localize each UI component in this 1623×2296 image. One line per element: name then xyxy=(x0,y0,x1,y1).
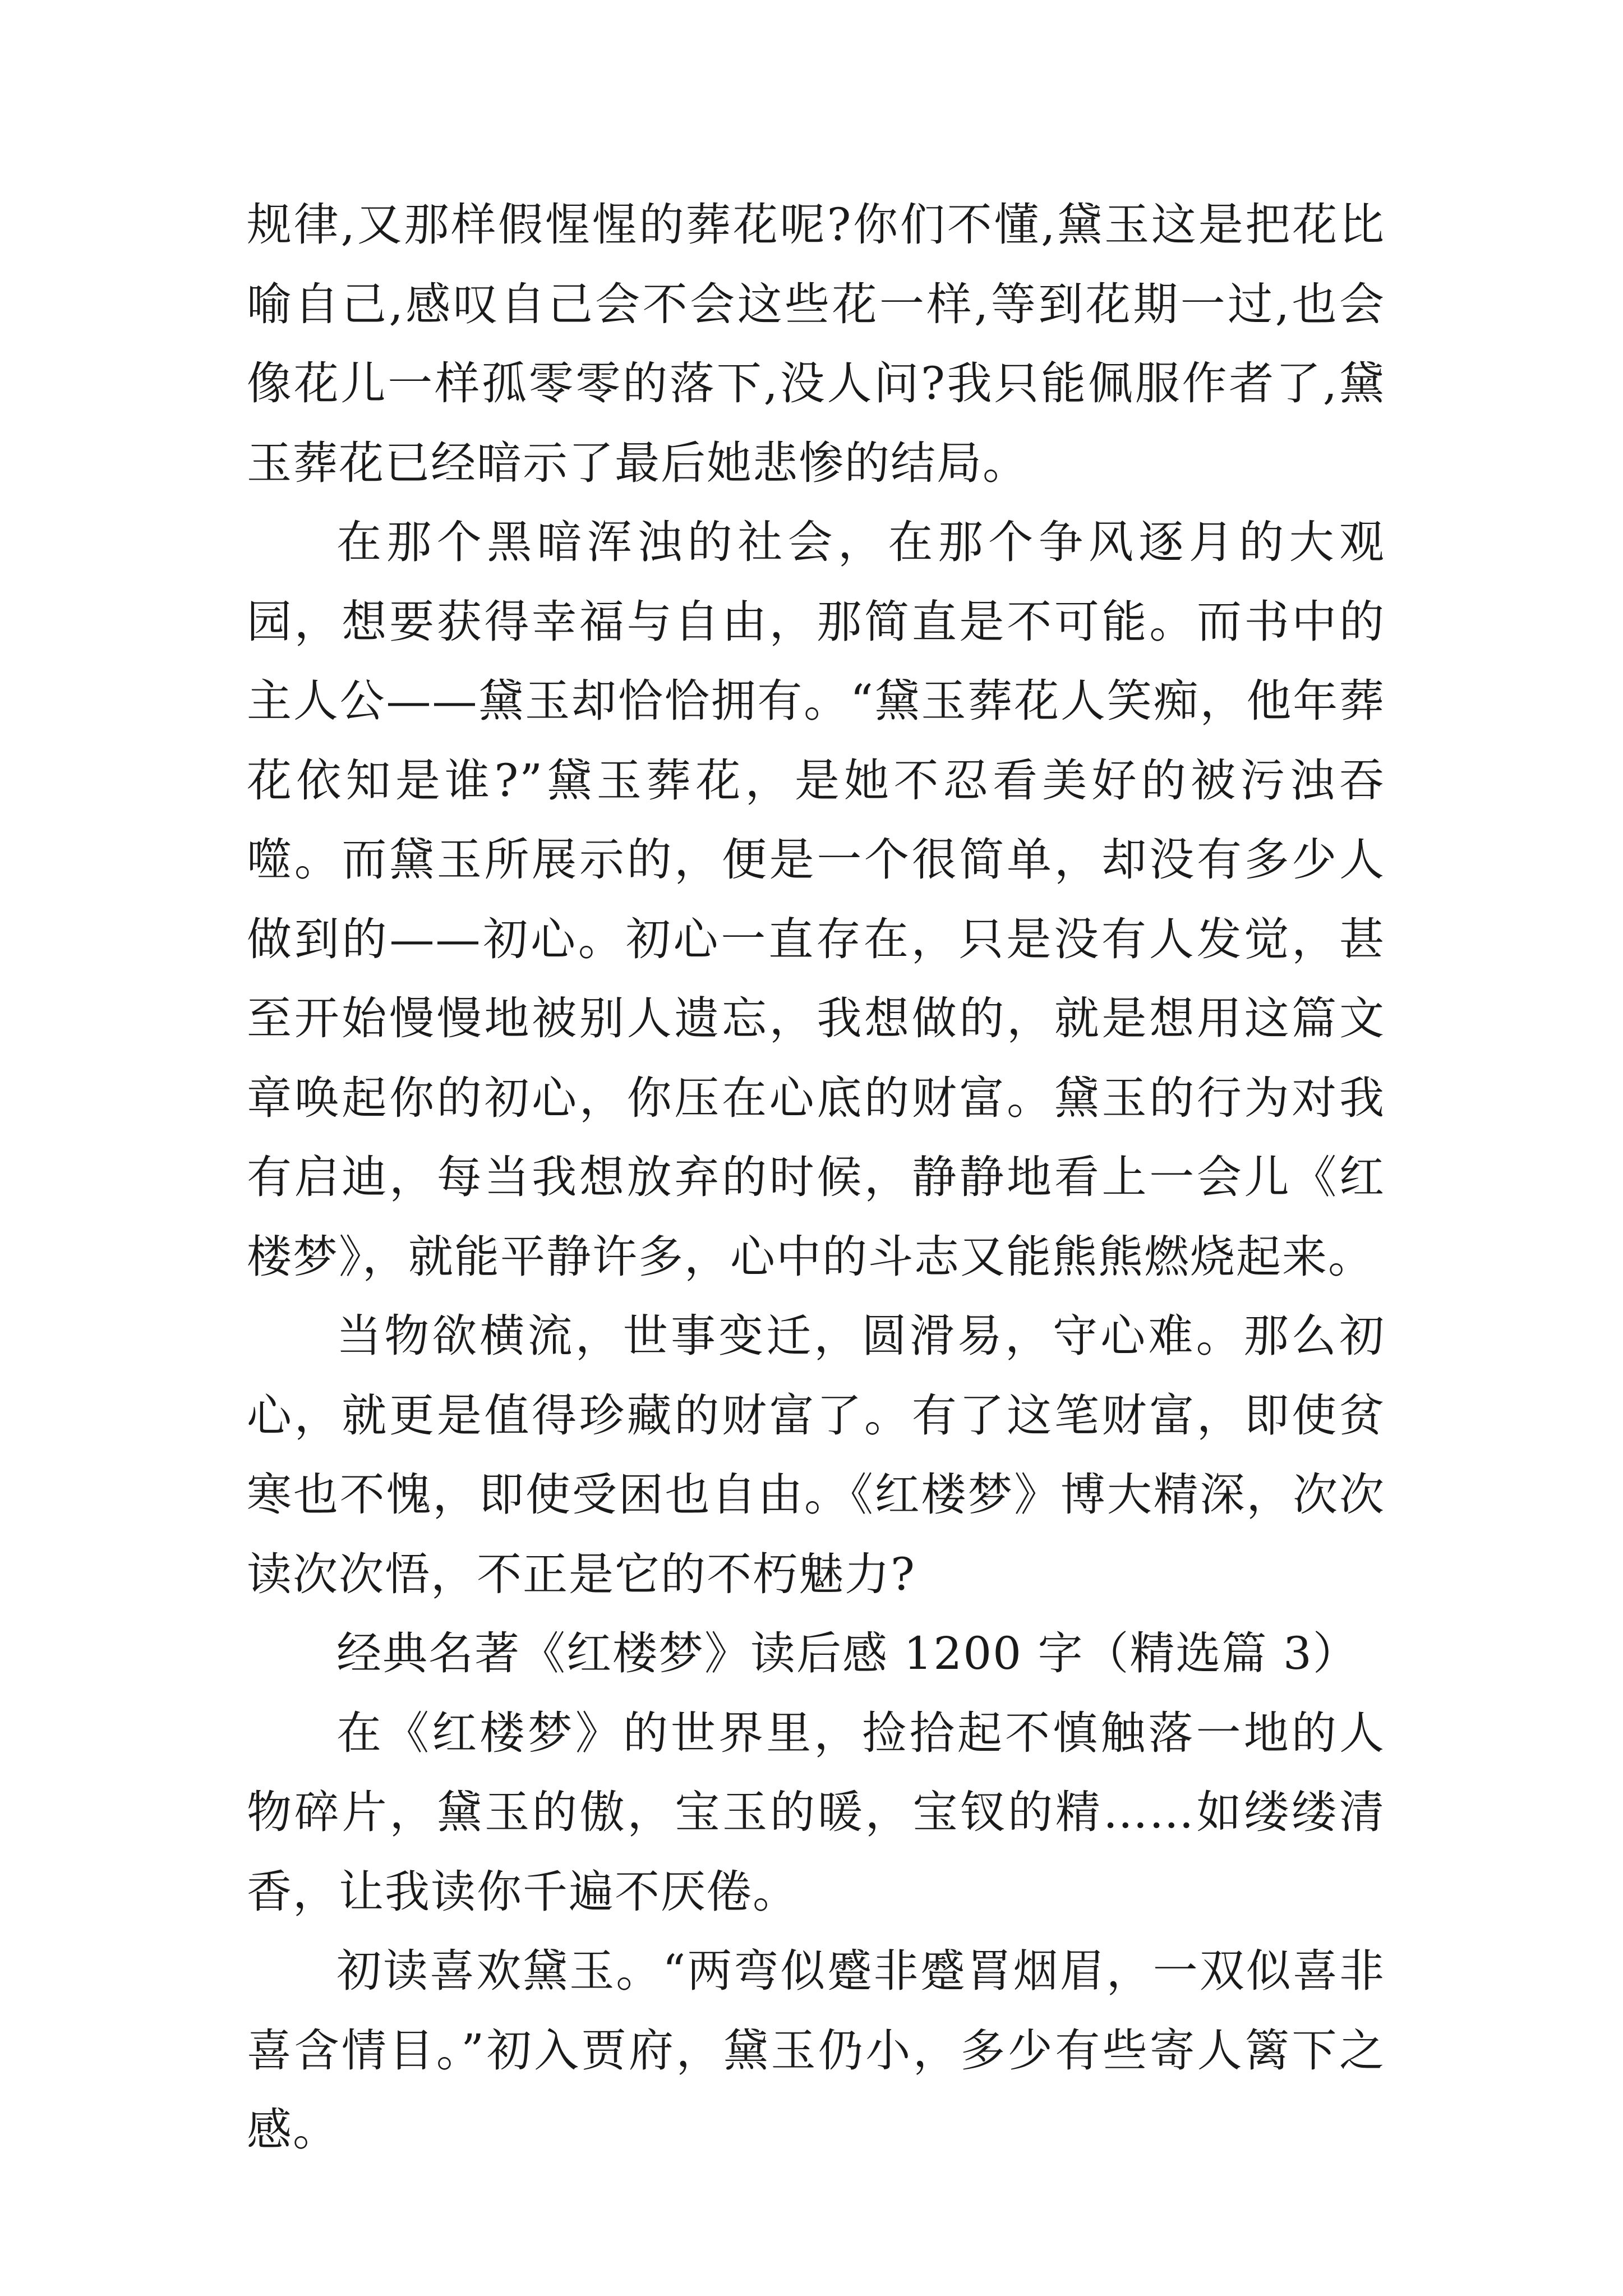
paragraph: 当物欲横流，世事变迁，圆滑易，守心难。那么初心，就更是值得珍藏的财富了。有了这笔财富，即使贫寒也不愧，即使受困也自由。《红楼梦》博大精深，次次读次次悟，不正是它的不朽魅力? xyxy=(247,1310,1385,1600)
paragraph: 初读喜欢黛玉。“两弯似蹙非蹙罥烟眉，一双似喜非喜含情目。”初入贾府，黛玉仍小，多少有些寄人篱下之感。 xyxy=(247,1945,1385,2156)
document-body xyxy=(247,185,1385,2170)
section-heading: 经典名著《红楼梦》读后感 1200 字（精选篇 3） xyxy=(336,1627,1359,1680)
paragraph: 在那个黑暗浑浊的社会，在那个争风逐月的大观园，想要获得幸福与自由，那简直是不可能。而书中的主人公——黛玉却恰恰拥有。“黛玉葬花人笑痴，他年葬花依知是谁?”黛玉葬花，是她不忍看美好的被污浊吞噬。而黛玉所展示的，便是一个很简单，却没有多少人做到的——初心。初心一直存在，只是没有人发觉，甚至开始慢慢地被别人遗忘，我想做的，就是想用这篇文章唤起你的初心，你压在心底的财富。黛玉的行为对我有启迪，每当我想放弃的时候，静静地看上一会儿《红楼梦》，就能平静许多，心中的斗志又能熊熊燃烧起来。 xyxy=(247,516,1385,1283)
paragraph: 在《红楼梦》的世界里，捡拾起不慎触落一地的人物碎片，黛玉的傲，宝玉的暖，宝钗的精……如缕缕清香，让我读你千遍不厌倦。 xyxy=(247,1706,1385,1918)
paragraph: 规律,又那样假惺惺的葬花呢?你们不懂,黛玉这是把花比喻自己,感叹自己会不会这些花一样,等到花期一过,也会像花儿一样孤零零的落下,没人问?我只能佩服作者了,黛玉葬花已经暗示了最后她悲惨的结局。 xyxy=(247,199,1385,489)
